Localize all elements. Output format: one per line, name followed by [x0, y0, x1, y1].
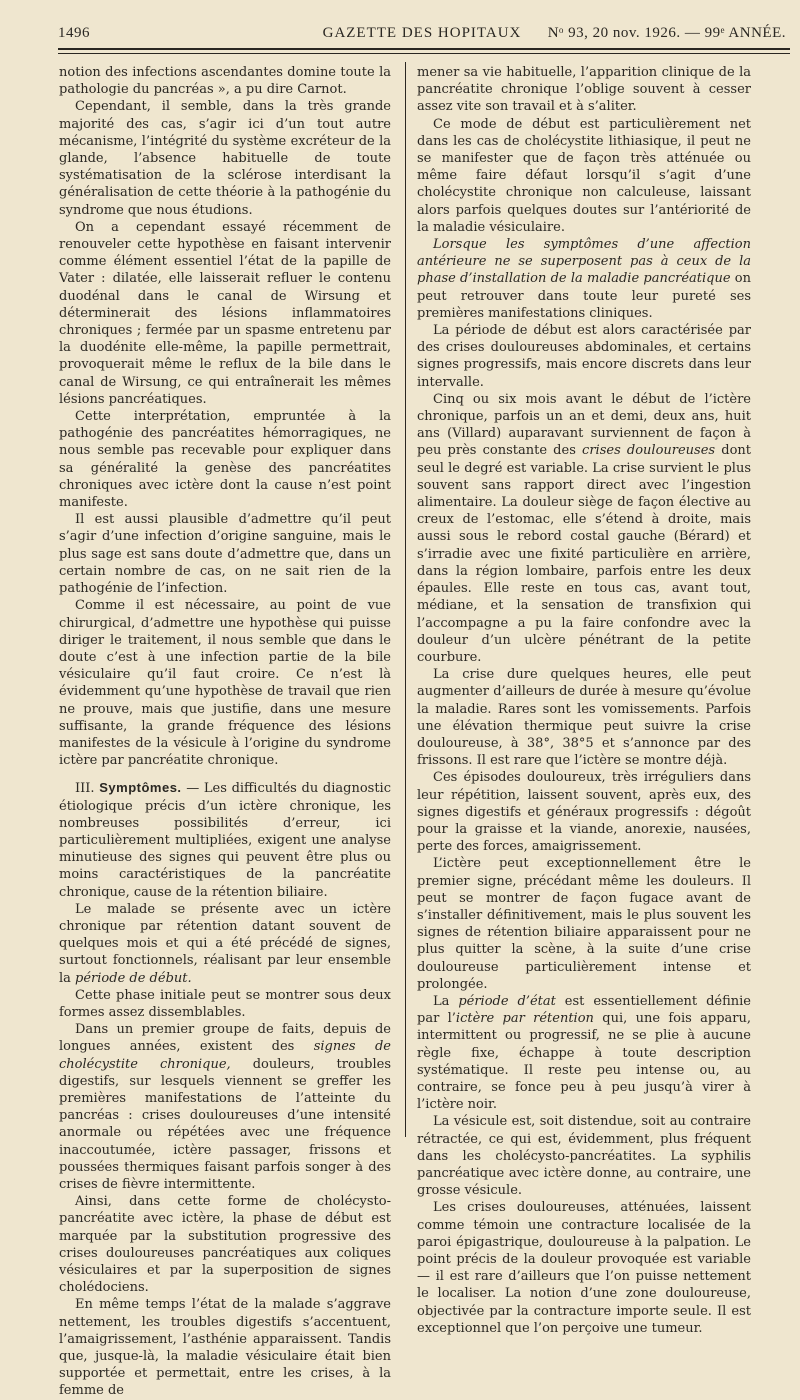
italic-term: signes de cholécystite chronique, [59, 1039, 391, 1072]
paragraph: La crise dure quelques heures, elle peut augmenter d’ailleurs de durée à mesure qu’évolue la maladie. Rares sont les vomissements. Parfois une élévation thermique peut suivre la crise douloureuse, à 38°, 38°5 et s’annonce par des frissons. Il est rare que l’ictère se montre déjà. [417, 667, 751, 769]
paragraph [59, 1021, 391, 1193]
section-title: Symptômes. [99, 780, 182, 796]
paragraph: L’ictère peut exceptionnellement être le premier signe, précédant même les douleurs. Il peut se montrer de façon fugace avant de s’installer définitivement, mais le plus souvent les signes de rétention biliaire apparaissent pour ne plus quitter la scène, à la suite d’une crise douloureuse particulièrement intense et prolongée. [417, 856, 751, 992]
running-header [58, 22, 786, 44]
header-rule-thick [58, 48, 790, 50]
section-paragraph [59, 779, 391, 900]
paragraph-text: qui, une fois apparu, intermittent ou progressif, ne se plie à aucune règle fixe, échappe à toute description systématique. Il reste peu intense ou, au contraire, se fonce peu à peu jusqu’à virer à l’ictère noir. [417, 1011, 751, 1113]
italic-term: ictère par rétention [455, 1011, 594, 1027]
paragraph: On a cependant essayé récemment de renouveler cette hypothèse en faisant intervenir comme élément essentiel l’état de la papille de Vater : dilatée, elle laisserait refluer le contenu duodénal dans le canal de Wirsung et déterminerait des lésions inflammatoires chroniques ; fermée par un spasme entretenu par la duodénite elle-même, la papille permettrait, provoquerait même le reflux de la bile dans le canal de Wirsung, ce qui entraînerait les mêmes lésions pancréatiques. [59, 219, 391, 407]
paragraph [417, 993, 751, 1113]
paragraph-text: est essentiellement définie par l’ [417, 993, 751, 1027]
paragraph-text: Le malade se présente avec un ictère chronique par rétention datant souvent de quelques mois et qui a été précédé de signes, surtout fonctionnels, réalisant par leur ensemble la [59, 901, 391, 986]
paragraph: mener sa vie habituelle, l’apparition clinique de la pancréatite chronique l’oblige souvent à cesser assez vite son travail et à s’aliter. [417, 65, 751, 115]
left-column [59, 64, 391, 1399]
paragraph-text: Cinq ou six mois avant le début de l’ictère chronique, parfois un an et demi, deux ans, huit ans (Villard) auparavant surviennent de façon à peu près constante des [417, 391, 751, 459]
italic-term: crises douloureuses [582, 443, 716, 459]
paragraph: La vésicule est, soit distendue, soit au contraire rétractée, ce qui est, évidemment, plus fréquent dans les cholécysto-pancréatites. La syphilis pancréatique avec ictère donne, au contraire, une grosse vésicule. [417, 1114, 751, 1199]
paragraph-text: dont seul le degré est variable. La crise survient le plus souvent sans rapport direct avec l’ingestion alimentaire. La douleur siège de façon élective au creux de l’estomac, elle s’étend à droite, mais aussi sous le rebord costal gauche (Bérard) et s’irradie avec une fixité particulière en arrière, dans la région lombaire, parfois entre les deux épaules. Elle reste en tous cas, avant tout, médiane, et la sensation de transfixion qui l’accompagne a pu la faire confondre avec la douleur d’un ulcère pénétrant de la petite courbure. [417, 443, 751, 665]
paragraph-text: — Les difficultés du diagnostic étiologique précis d’un ictère chronique, les nombreuses possibilités d’erreur, ici particulièrement multipliées, exigent une analyse minutieuse des signes qui peuvent être plus ou moins caractéristiques de la pancréatite chronique, cause de la rétention biliaire. [59, 781, 391, 900]
paragraph: La période de début est alors caractérisée par des crises douloureuses abdominales, et certains signes progressifs, mais encore discrets dans leur intervalle. [417, 323, 751, 390]
column-divider [405, 62, 406, 1137]
paragraph-text: douleurs, troubles digestifs, sur lesquels viennent se greffer les premières manifestations de l’atteinte du pancréas : crises douloureuses d’une intensité anormale ou répétées avec une fréquence inaccoutumée, ictère passager, frissons et poussées thermiques faisant parfois songer à des crises de fièvre intermittente. [59, 1056, 391, 1192]
journal-title: GAZETTE DES HOPITAUX [322, 25, 522, 41]
italic-term: période d’état [458, 993, 556, 1009]
right-column [417, 64, 751, 1336]
paragraph: notion des infections ascendantes domine toute la pathologie du pancréas », a pu dire Carnot. [59, 65, 391, 98]
paragraph: Comme il est nécessaire, au point de vue chirurgical, d’admettre une hypothèse qui puisse diriger le traitement, il nous semble que dans le doute c’est à une infection partie de la bile vésiculaire qu’il faut croire. Ce n’est là évidemment qu’une hypothèse de travail que rien ne prouve, mais que justifie, dans une mesure suffisante, la grande fréquence des lésions manifestes de la vésicule à l’origine du syndrome ictère par pancréatite chronique. [59, 598, 391, 769]
paragraph: Cette interprétation, empruntée à la pathogénie des pancréatites hémorragiques, ne nous semble pas recevable pour expliquer dans sa généralité la genèse des pancréatites chroniques avec ictère dont la cause n’est point manifeste. [59, 409, 391, 511]
italic-term: période de début. [75, 970, 192, 986]
paragraph: Ainsi, dans cette forme de cholécysto-pancréatite avec ictère, la phase de début est marquée par la substitution progressive des crises douloureuses pancréatiques aux coliques vésiculaires et par la superposition de signes cholédociens. [59, 1194, 391, 1296]
paragraph: Les crises douloureuses, atténuées, laissent comme témoin une contracture localisée de la paroi épigastrique, douloureuse à la palpation. Le point précis de la douleur provoquée est variable — il est rare d’ailleurs que l’on puisse nettement le localiser. La notion d’une zone douloureuse, objectivée par la contracture importe seule. Il est exceptionnel que l’on perçoive une tumeur. [417, 1200, 751, 1336]
paragraph [417, 236, 751, 322]
paragraph: Cependant, il semble, dans la très grande majorité des cas, s’agir ici d’un tout autre mécanisme, l’intégrité du système excréteur de la glande, l’absence habituelle de toute systématisation de la sclérose interdisant la généralisation de cette théorie à la pathogénie du syndrome que nous étudions. [59, 99, 391, 218]
section-number: III. [75, 781, 95, 797]
paragraph: Ces épisodes douloureux, très irréguliers dans leur répétition, laissent souvent, après eux, des signes digestifs et généraux progressifs : dégoût pour la graisse et la viande, anorexie, nausées, perte des forces, amaigrissement. [417, 770, 751, 855]
paragraph-text: La [433, 993, 459, 1009]
header-rule-thin [58, 53, 790, 54]
paragraph [59, 901, 391, 987]
paragraph [417, 391, 751, 666]
paragraph: Il est aussi plausible d’admettre qu’il peut s’agir d’une infection d’origine sanguine, mais le plus sage est sans doute d’admettre que, dans un certain nombre de cas, on ne sait rien de la pathogénie de l’infection. [59, 512, 391, 597]
paragraph: Cette phase initiale peut se montrer sous deux formes assez dissemblables. [59, 987, 391, 1020]
paragraph-text: on peut retrouver dans toute leur pureté ses premières manifestations cliniques. [417, 271, 751, 321]
paragraph: Ce mode de début est particulièrement net dans les cas de cholécystite lithiasique, il peut ne se manifester que de façon très atténuée ou même faire défaut lorsqu’il s’agit d’une cholécystite chronique non calculeuse, laissant alors parfois quelques doutes sur l’antériorité de la maladie vésiculaire. [417, 116, 751, 235]
italic-term: Lorsque les symptômes d’une affection antérieure ne se superposent pas à ceux de la phase d’installation de la maladie pancréatique [417, 237, 751, 287]
paragraph: En même temps l’état de la malade s’aggrave nettement, les troubles digestifs s’accentuent, l’amaigrissement, l’asthénie apparaissent. Tandis que, jusque-là, la maladie vésiculaire était bien supportée et permettait, entre les crises, à la femme de [59, 1297, 391, 1399]
issue-info: Nᵒ 93, 20 nov. 1926. — 99ᵉ ANNÉE. [547, 25, 786, 41]
paragraph-text: Dans un premier groupe de faits, depuis de longues années, existent des [59, 1022, 391, 1055]
page-number: 1496 [58, 25, 90, 41]
